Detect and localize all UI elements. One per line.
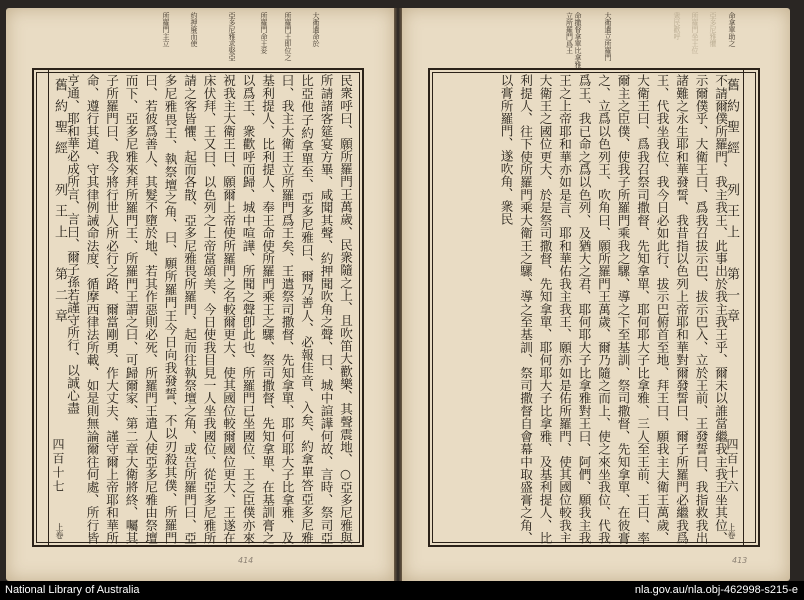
body-text: 民衆呼曰、願所羅門王萬歲、民衆隨之上、且吹笛大歡樂、其聲震地、○亞多尼雅與所請諸客筵宴方畢、咸聞其聲、約押聞吹角之聲、曰、城中諠譁何故、言時、祭司亞比亞他子約拿單至、亞多尼雅曰、爾乃善人、必報佳音、入矣、約拿單答亞多尼雅曰、我主大衛王立所羅門爲王矣、王遣祭司撒督、先知拿單、耶何耶大子比拿雅、及基利提人、比利提人、奉王命使所羅門乘王之騾、祭司撒督、先知拿單、在基訓膏之以爲王、衆歡呼而歸、城中喧譁、所聞之聲卽此也、所羅門已坐國位、王之臣僕亦來祝我主大衛王曰、願爾上帝使所羅門之名較爾更大、使其國位較爾國位更大、王遂在床伏拜、王又曰、以色列之上帝當頌美、今日使我目見一人坐我國位、從亞多尼雅所請之客皆懼、起而各散、亞多尼雅畏所羅門、起而往執祭壇之角、或告所羅門曰、亞多尼雅畏王、執祭壇之角、曰、願所羅門王今日向我發誓、不以刃殺其僕、所羅門曰、若彼爲善人、其髮不墮於地、若其作惡則必死、所羅門王遣人使亞多尼雅由祭壇而下、亞多尼雅來拜所羅門王、所羅門王謂之曰、可歸爾家、第二章大衛將終、囑其子所羅門曰、我今將行世人所必行之路、爾當剛勇、作大丈夫、謹守爾上帝耶和華所命、遵行其道、守其律例誡命法度、循摩西律法所載、如是則無論爾往何處、所行皆亨通、耶和華必成所言、言曰、爾子孫若謹守所行、以誠心盡 — [65, 74, 353, 544]
margin-note: 所羅門王即位之 — [284, 12, 292, 61]
body-text: 不請爾僕所羅門、我主我王、此事出於我主我王乎、爾未以誰當繼我主我王坐其位、示爾僕乎、大衛王曰、爲我召拔示巴、拔示巴入、立於王前、王發誓曰、我指救我出諸難之永生耶和華發誓、我昔指以色列上帝耶和華對爾發誓曰、爾子所羅門必繼我爲王、代我坐我位、我今日必如此行、拔示巴俯首至地、拜王曰、願我主大衛王萬歲、大衛王曰、爲我召祭司撒督、先知拿單、耶何耶大子比拿雅、三人至王前、王曰、率爾主之臣僕、使我子所羅門乘我之騾、導之下至基訓、祭司撒督、先知拿單、在彼膏之、立爲以色列王、吹角曰、願所羅門王萬歲、爾乃隨之而上、使之來坐我位、代我爲王、我已命之爲以色列、及猶大之君、耶何耶大子比拿雅對王曰、阿們、願我主我王之上帝耶和華亦如是言、耶和華佑我主我王、願亦如是佑所羅門、使其國位較我主大衛王之國位更大、於是祭司撒督、先知拿單、耶何耶大子比拿雅、及基利提人、比利提人、往下使所羅門乘大衛王之騾、導之至基訓、祭司撒督自會幕中取盛膏之角、以膏所羅門、遂吹角、衆民 — [498, 74, 728, 544]
footer-credit: National Library of Australia — [5, 584, 140, 596]
running-title: 舊約聖經 列王上 第二章 — [52, 78, 67, 330]
margin-note: 所羅門坐王位 — [691, 12, 699, 54]
margin-note: 亞多尼雅懼 — [709, 12, 717, 47]
page-number: 四百十七 — [51, 438, 65, 494]
margin-note: 大衛遺命於 — [312, 12, 320, 47]
margin-note: 衆民歡呼 — [673, 12, 681, 40]
pencil-mark: 413 — [732, 556, 748, 565]
margin-note: 命拿單助之 — [728, 12, 736, 47]
margin-note: 約押廢而使 — [190, 12, 198, 47]
margin-note: 命撒督拿單比拿雅立所羅門爲王 — [565, 12, 582, 68]
left-page — [6, 8, 394, 581]
footer-identifier: nla.gov.au/nla.obj-462998-s215-e — [634, 584, 798, 596]
pencil-mark: 414 — [238, 556, 254, 565]
right-page — [402, 8, 790, 581]
book-gutter — [394, 8, 402, 581]
volume-mark: 上卷 — [727, 523, 736, 539]
running-title: 舊約聖經 列王上 第一章 — [724, 78, 739, 330]
footer-bar — [0, 581, 804, 600]
margin-note: 所羅門主立 — [162, 12, 170, 47]
margin-note: 大衛遺立所羅門 — [604, 12, 612, 61]
margin-note: 所羅門命王妥 — [260, 12, 268, 54]
page-number: 四百十六 — [725, 438, 739, 494]
volume-mark: 上卷 — [55, 523, 64, 539]
margin-note: 亞多尼雅求娶亞 — [228, 12, 236, 61]
